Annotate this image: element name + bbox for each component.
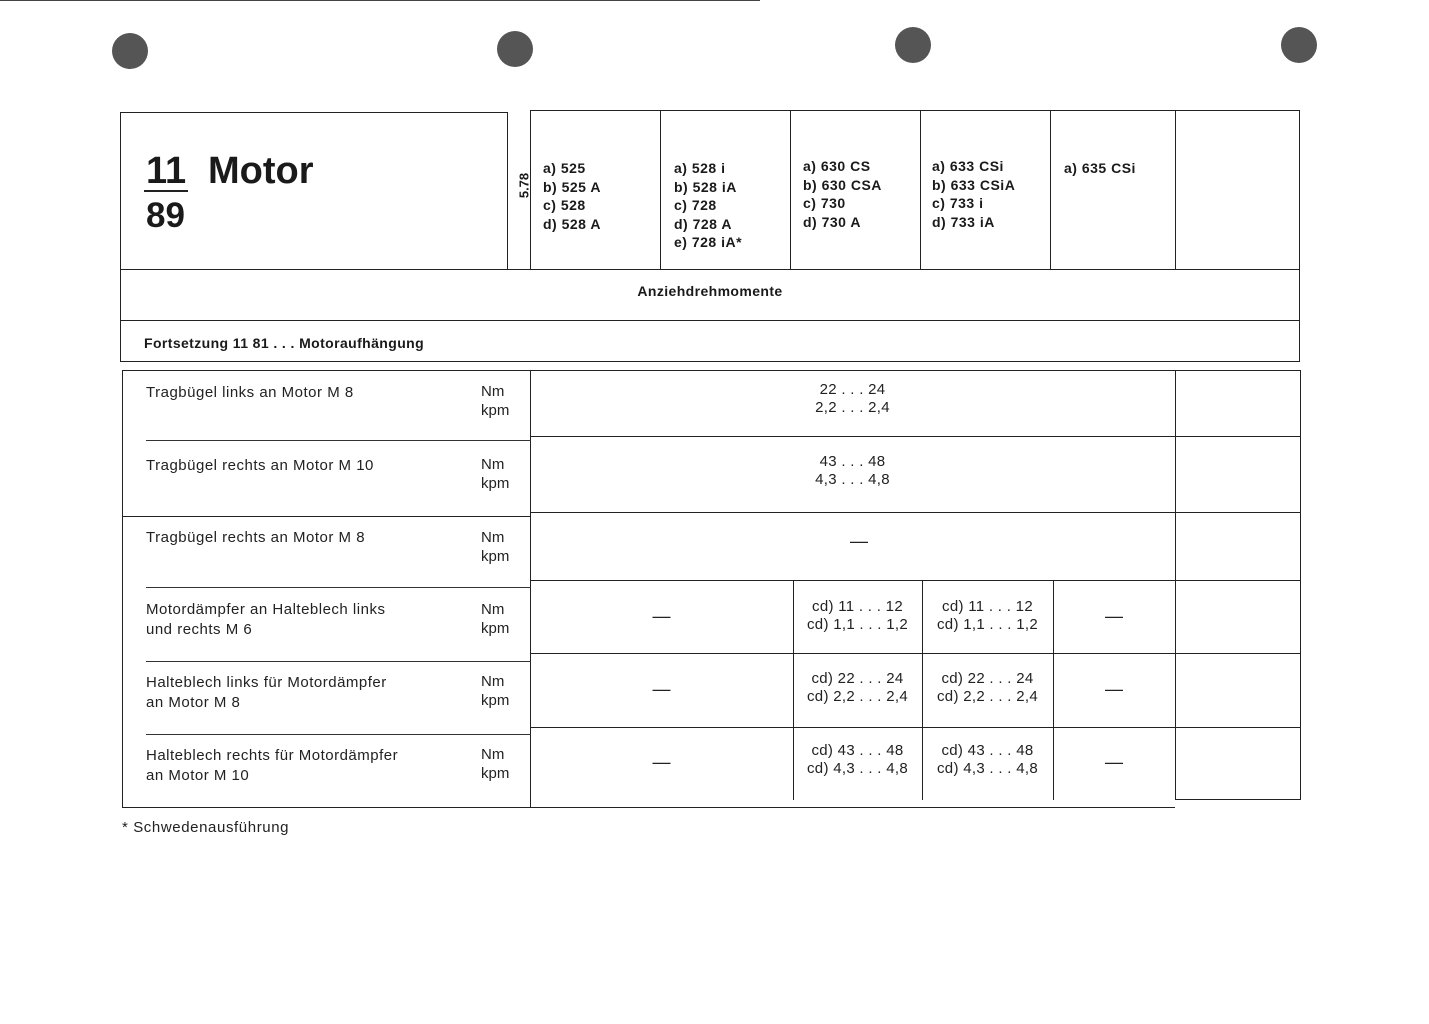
section-title: Anziehdrehmomente: [637, 283, 783, 299]
no-value-dash: —: [1105, 606, 1123, 626]
torque-value: cd) 22 . . . 24 cd) 2,2 . . . 2,4: [807, 670, 908, 705]
page-top-edge: [0, 0, 760, 1]
unit-label: Nm kpm: [481, 601, 510, 637]
torque-value: cd) 11 . . . 12 cd) 1,1 . . . 1,2: [807, 598, 908, 633]
table-row-label: Tragbügel rechts an Motor M 10: [146, 457, 374, 474]
torque-value: cd) 11 . . . 12 cd) 1,1 . . . 1,2: [937, 598, 1038, 633]
torque-value: 43 . . . 48 4,3 . . . 4,8: [815, 453, 890, 488]
footnote: * Schwedenausführung: [122, 819, 290, 836]
torque-value: cd) 43 . . . 48 cd) 4,3 . . . 4,8: [937, 742, 1038, 777]
no-value-dash: —: [1105, 752, 1123, 772]
table-row-label: Halteblech rechts für Motordämpfer an Motor M 10: [146, 747, 399, 784]
issue-date: 5.78: [516, 172, 532, 199]
no-value-dash: —: [652, 606, 671, 626]
section-divider: [120, 320, 1300, 321]
subsection-title: Fortsetzung 11 81 . . . Motoraufhängung: [144, 335, 425, 351]
unit-label: Nm kpm: [481, 673, 510, 709]
torque-value: 22 . . . 24 2,2 . . . 2,4: [815, 381, 890, 416]
punch-hole: [497, 31, 533, 67]
model-column-3: a) 630 CS b) 630 CSA c) 730 d) 730 A: [803, 158, 882, 230]
table-row-label: Tragbügel rechts an Motor M 8: [146, 529, 366, 546]
no-value-dash: —: [1105, 679, 1123, 699]
punch-hole: [1281, 27, 1317, 63]
page-title: Motor: [208, 150, 314, 192]
torque-value: cd) 22 . . . 24 cd) 2,2 . . . 2,4: [937, 670, 1038, 705]
unit-label: Nm kpm: [481, 529, 510, 565]
section-divider: [120, 361, 1300, 362]
group-number: 11: [146, 150, 187, 192]
subgroup-number: 89: [146, 196, 185, 235]
model-column-4: a) 633 CSi b) 633 CSiA c) 733 i d) 733 iA: [932, 158, 1016, 230]
no-value-dash: —: [652, 679, 671, 699]
punch-hole: [112, 33, 148, 69]
model-column-5: a) 635 CSi: [1064, 160, 1136, 176]
no-value-dash: —: [652, 752, 671, 772]
table-row-label: Motordämpfer an Halteblech links und rechts M 6: [146, 601, 386, 638]
fraction-bar: [144, 190, 188, 192]
model-column-1: a) 525 b) 525 A c) 528 d) 528 A: [543, 160, 601, 232]
unit-label: Nm kpm: [481, 383, 510, 419]
model-column-2: a) 528 i b) 528 iA c) 728 d) 728 A e) 728 iA*: [674, 160, 743, 250]
unit-label: Nm kpm: [481, 746, 510, 782]
table-row-label: Tragbügel links an Motor M 8: [146, 384, 354, 401]
torque-value: cd) 43 . . . 48 cd) 4,3 . . . 4,8: [807, 742, 908, 777]
no-value-dash: —: [850, 531, 868, 551]
table-row-label: Halteblech links für Motordämpfer an Motor M 8: [146, 674, 387, 711]
unit-label: Nm kpm: [481, 456, 510, 492]
punch-hole: [895, 27, 931, 63]
